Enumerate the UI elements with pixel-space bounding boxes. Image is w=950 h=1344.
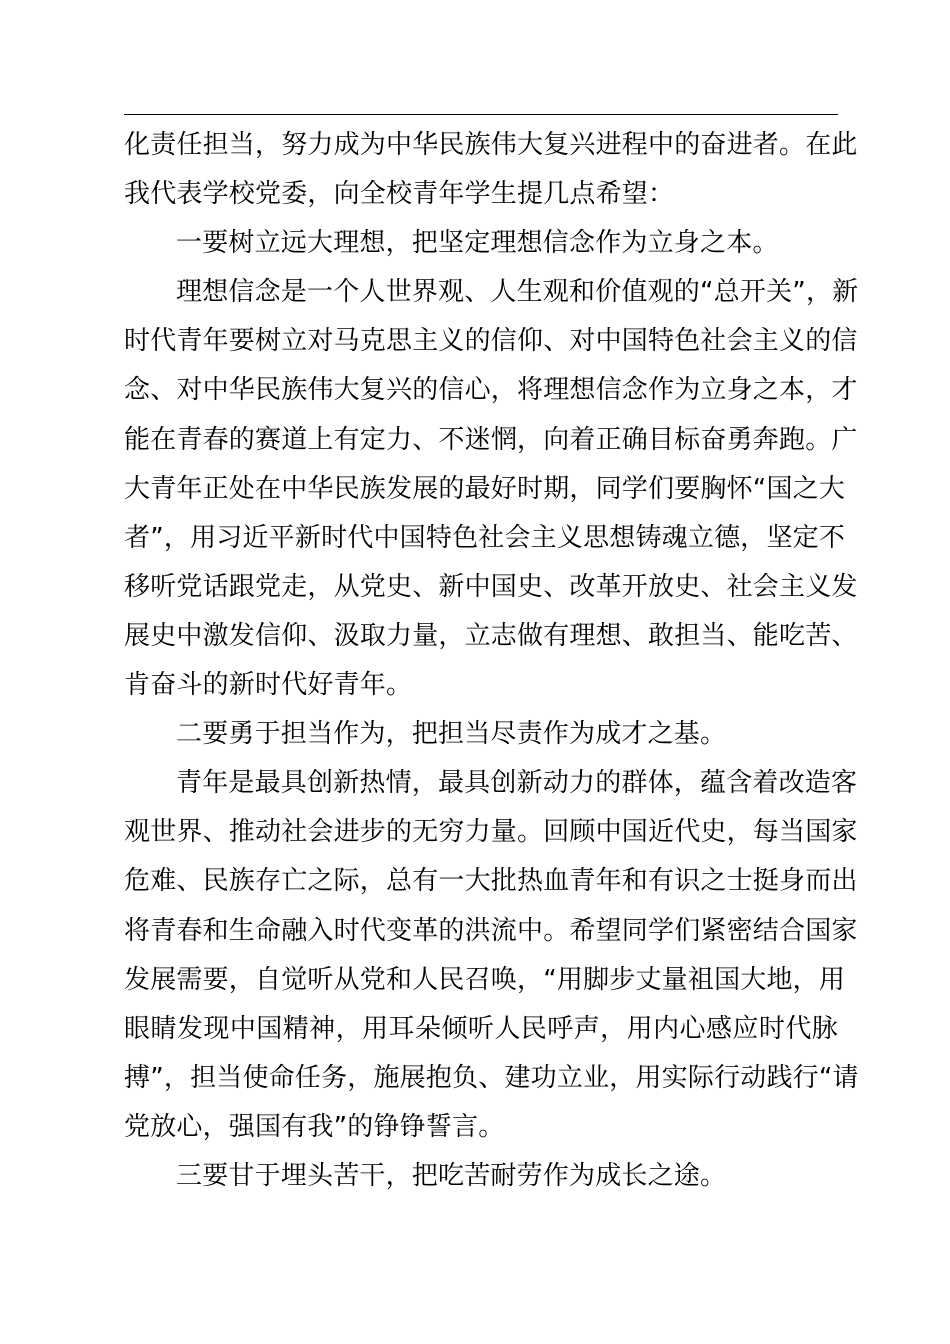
text-line: 危难、民族存亡之际，总有一大批热血青年和有识之士挺身而出 [124,866,858,897]
text-line: 肯奋斗的新时代好青年。 [124,670,413,701]
text-line: 观世界、推动社会进步的无穷力量。回顾中国近代史，每当国家 [124,817,858,848]
text-line: 大青年正处在中华民族发展的最好时期，同学们要胸怀“国之大 [124,473,846,504]
text-line: 能在青春的赛道上有定力、不迷惘，向着正确目标奋勇奔跑。广 [124,424,858,455]
section-heading-1: 一要树立远大理想，把坚定理想信念作为立身之本。 [176,228,779,259]
text-line: 化责任担当，努力成为中华民族伟大复兴进程中的奋进者。在此 [124,130,858,160]
section-heading-2: 二要勇于担当作为，把担当尽责作为成才之基。 [176,719,727,750]
text-line: 移听党话跟党走，从党史、新中国史、改革开放史、社会主义发 [124,571,858,602]
text-line: 将青春和生命融入时代变革的洪流中。希望同学们紧密结合国家 [124,915,858,946]
text-line: 搏”，担当使命任务，施展抱负、建功立业，用实际行动践行“请 [124,1062,859,1093]
header-rule [124,114,838,115]
section-heading-3: 三要甘于埋头苦干，把吃苦耐劳作为成长之途。 [176,1160,727,1191]
text-line: 理想信念是一个人世界观、人生观和价值观的“总开关”，新 [176,277,859,308]
document-body [124,121,859,1201]
text-line: 者”，用习近平新时代中国特色社会主义思想铸魂立德，坚定不 [124,522,846,553]
text-line: 时代青年要树立对马克思主义的信仰、对中国特色社会主义的信 [124,326,858,357]
text-line: 展史中激发信仰、汲取力量，立志做有理想、敢担当、能吃苦、 [124,620,858,651]
text-line: 党放心，强国有我”的铮铮誓言。 [124,1111,505,1142]
text-line: 我代表学校党委，向全校青年学生提几点希望： [124,179,675,210]
text-line: 发展需要，自觉听从党和人民召唤，“用脚步丈量祖国大地，用 [124,964,846,995]
text-line: 念、对中华民族伟大复兴的信心，将理想信念作为立身之本，才 [124,375,858,406]
text-line: 眼睛发现中国精神，用耳朵倾听人民呼声，用内心感应时代脉 [124,1013,838,1044]
text-line: 青年是最具创新热情，最具创新动力的群体，蕴含着改造客 [176,768,858,799]
